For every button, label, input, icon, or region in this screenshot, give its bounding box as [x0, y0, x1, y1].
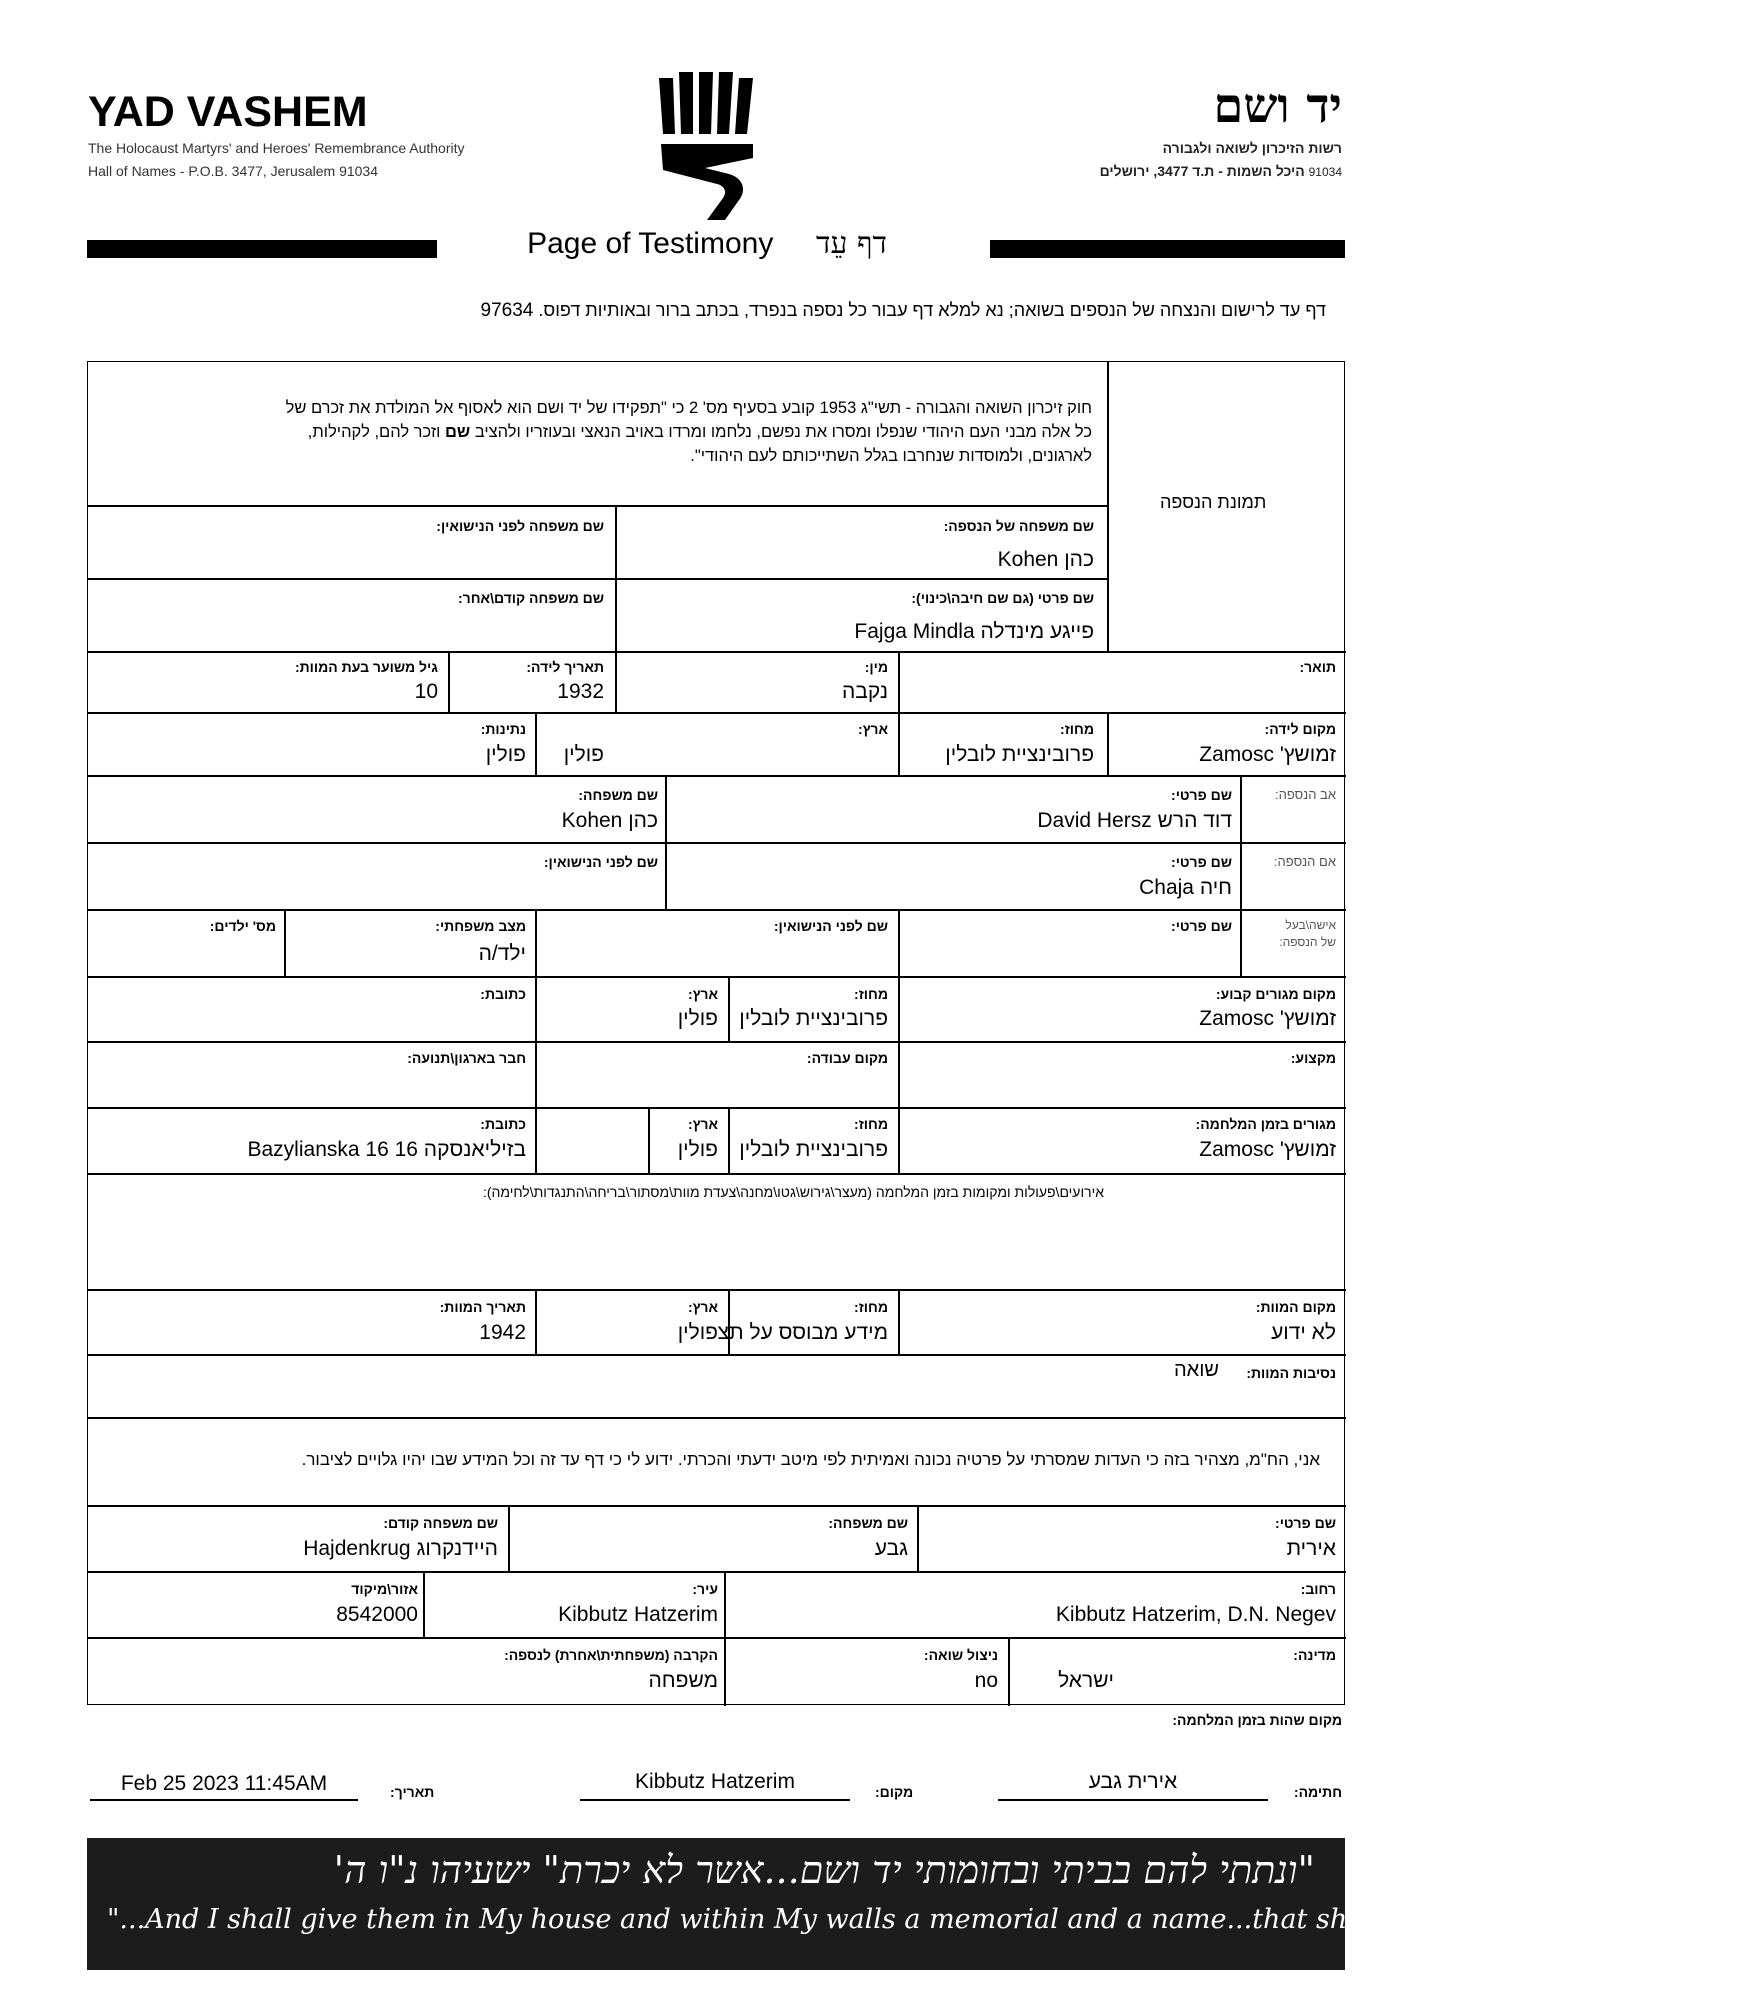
header-subtitle-en-1: The Holocaust Martyrs' and Heroes' Remembrance Authority	[88, 140, 465, 156]
prev-surname-label: שם משפחה קודם\אחר:	[458, 590, 604, 606]
workplace-label: מקום עבודה:	[806, 1050, 888, 1066]
res-country-value: פולין	[677, 1007, 718, 1030]
banner-english: "...And I shall give them in My house and within My walls a memorial and a name...that shall not be cut off" Isaiah. 56:5	[107, 1904, 1753, 1935]
submitter-street-value: Kibbutz Hatzerim, D.N. Negev	[1055, 1603, 1336, 1626]
yad-vashem-title-en: YAD VASHEM	[88, 88, 368, 136]
war-residence-value: זמושץ' Zamosc	[1199, 1138, 1336, 1161]
place-value: Kibbutz Hatzerim	[635, 1770, 795, 1793]
submitter-prev-surname-value: היידנקרוג Hajdenkrug	[303, 1537, 498, 1560]
spouse-label-1: אישה\בעל	[1285, 918, 1336, 932]
submitter-city-value: Kibbutz Hatzerim	[558, 1603, 718, 1626]
age-value: 10	[414, 680, 438, 703]
submitter-country-value: ישראל	[1058, 1669, 1114, 1692]
war-district-value: פרובינציית לובלין	[739, 1138, 888, 1161]
surname-value: כהן Kohen	[997, 548, 1094, 571]
survivor-label: ניצול שואה:	[923, 1647, 998, 1663]
header-zip: 91034	[1308, 165, 1342, 179]
gender-label: מין:	[864, 659, 888, 675]
war-country-label: ארץ:	[688, 1116, 718, 1132]
spouse-maiden-label: שם לפני הנישואין:	[773, 918, 888, 934]
age-label: גיל משוער בעת המוות:	[294, 659, 438, 675]
birth-country-value: פולין	[563, 743, 604, 766]
mother-first-value: חיה Chaja	[1139, 876, 1232, 899]
intro-text: דף עד לרישום והנצחה של הנספים בשואה; נא למלא דף עבור כל נספה בנפרד, בכתב ברור ובאותיות דפוס.	[538, 300, 1326, 320]
father-label: אב הנספה:	[1274, 787, 1336, 802]
children-label: מס' ילדים:	[209, 918, 276, 934]
death-place-label: מקום המוות:	[1255, 1299, 1336, 1315]
submitter-surname-value: גבע	[874, 1537, 908, 1560]
place-label: מקום:	[875, 1784, 914, 1800]
photo-divider	[1107, 362, 1109, 652]
submitter-zip-value: 8542000	[336, 1603, 418, 1626]
submitter-first-label: שם פרטי:	[1275, 1515, 1336, 1531]
page-title-en: Page of Testimony	[527, 227, 774, 260]
death-circumstances-label: נסיבות המוות:	[1246, 1365, 1336, 1381]
survivor-value: no	[974, 1669, 998, 1692]
date-value: Feb 25 2023 11:45AM	[120, 1772, 328, 1795]
mother-label: אם הנספה:	[1273, 854, 1336, 869]
res-district-label: מחוז:	[854, 986, 888, 1002]
first-name-value: פייגע מינדלה Fajga Mindla	[854, 620, 1094, 643]
submitter-zip-label: אזור\מיקוד	[351, 1581, 418, 1597]
residence-value: זמושץ' Zamosc	[1199, 1007, 1336, 1030]
death-date-label: תאריך המוות:	[439, 1299, 526, 1315]
law-line-2a: כל אלה מבני העם היהודי שנפלו ומסרו את נפשם, נלחמו ומרדו באויב הנאצי ובעוזריו ולהציב	[474, 423, 1092, 441]
death-place-value: לא ידוע	[1271, 1321, 1336, 1344]
law-text	[100, 396, 1092, 468]
yad-vashem-logo	[655, 72, 759, 222]
spouse-label-2: של הנספה:	[1279, 935, 1336, 949]
submitter-prev-surname-label: שם משפחה קודם:	[383, 1515, 498, 1531]
law-line-2	[100, 420, 1092, 444]
isaiah-banner	[87, 1838, 1753, 1970]
profession-label: מקצוע:	[1290, 1050, 1336, 1066]
birthplace-label: מקום לידה:	[1264, 721, 1336, 737]
citizenship-label: נתינות:	[480, 721, 526, 737]
marital-status-value: ילד/ה	[478, 942, 526, 965]
res-district-value: פרובינציית לובלין	[739, 1007, 888, 1030]
res-country-label: ארץ:	[688, 986, 718, 1002]
page-title-he: דף עֵד	[816, 226, 887, 261]
residence-label: מקום מגורים קבוע:	[1215, 986, 1336, 1002]
surname-label: שם משפחה של הנספה:	[943, 518, 1094, 534]
declaration-text: אני, הח"מ, מצהיר בזה כי העדות שמסרתי על פרטיה נכונה ואמיתית לפי מיטב ידעתי והכרתי. ידוע לי כי דף עד זה וכל המידע שבו יהיו גלויים לציבור.	[301, 1450, 1320, 1469]
marital-status-label: מצב משפחתי:	[435, 918, 526, 934]
relation-label: הקרבה (משפחתית\אחרת) לנספה:	[504, 1647, 718, 1663]
death-country-value: פולין	[677, 1321, 718, 1344]
war-residence-label: מגורים בזמן המלחמה:	[1195, 1116, 1336, 1132]
mother-maiden-label: שם לפני הנישואין:	[543, 854, 658, 870]
date-line	[90, 1799, 358, 1801]
birthplace-value: זמושץ' Zamosc	[1199, 743, 1336, 766]
war-stay-label: מקום שהות בזמן המלחמה:	[1172, 1712, 1342, 1728]
war-address-value: בזיליאנסקה 16 Bazylianska 16	[247, 1138, 526, 1161]
relation-value: משפחה	[648, 1669, 718, 1692]
header-address-he: היכל השמות - ת.ד 3477, ירושלים	[1099, 163, 1305, 179]
law-line-1: חוק זיכרון השואה והגבורה - תשי"ג 1953 קובע בסעיף מס' 2 כי "תפקידו של יד ושם הוא לאסוף אל המולדת את זכרם של	[285, 399, 1092, 417]
death-date-value: 1942	[479, 1321, 526, 1344]
yad-vashem-title-he: יד ושם	[1213, 78, 1342, 134]
citizenship-value: פולין	[485, 743, 526, 766]
father-surname-label: שם משפחה:	[578, 787, 658, 803]
war-events-label: אירועים\פעולות ומקומות בזמן המלחמה (מעצר\גירוש\גטו\מחנה\צעדת מוות\מסתור\בריחה\התנגדות\לחימה):	[482, 1184, 1104, 1200]
birth-district-value: פרובינציית לובלין	[945, 743, 1094, 766]
page-number: 97634	[480, 300, 534, 321]
submitter-first-value: אירית	[1286, 1537, 1336, 1560]
gender-value: נקבה	[841, 680, 888, 703]
header-subtitle-en-2: Hall of Names - P.O.B. 3477, Jerusalem 91034	[88, 163, 379, 179]
header-subtitle-he-2	[1100, 163, 1342, 179]
maiden-name-label: שם משפחה לפני הנישואין:	[436, 518, 604, 534]
war-country-value: פולין	[677, 1138, 718, 1161]
death-district-value: מידע מבוסס על תצ	[717, 1321, 888, 1344]
place-line	[580, 1799, 850, 1801]
war-district-label: מחוז:	[854, 1116, 888, 1132]
spouse-first-label: שם פרטי:	[1171, 918, 1232, 934]
war-address-label: כתובת:	[480, 1116, 526, 1132]
submitter-street-label: רחוב:	[1300, 1581, 1336, 1597]
signature-value: אירית גבע	[1088, 1770, 1178, 1793]
death-country-label: ארץ:	[688, 1299, 718, 1315]
header-subtitle-he-1: רשות הזיכרון לשואה ולגבורה	[1162, 140, 1342, 156]
mother-first-label: שם פרטי:	[1171, 854, 1232, 870]
organization-label: חבר בארגון\תנועה:	[407, 1050, 526, 1066]
submitter-surname-label: שם משפחה:	[828, 1515, 908, 1531]
law-line-2c: וזכר להם, לקהילות,	[307, 423, 441, 441]
law-line-2-shem: שם	[445, 423, 471, 441]
signature-label: חתימה:	[1293, 1784, 1342, 1800]
submitter-city-label: עיר:	[692, 1581, 718, 1597]
photo-label: תמונת הנספה	[1160, 492, 1267, 512]
date-label: תאריך:	[390, 1784, 435, 1800]
dob-label: תאריך לידה:	[526, 659, 604, 675]
first-name-label: שם פרטי (גם שם חיבה\כינוי):	[911, 590, 1094, 606]
title-label: תואר:	[1299, 659, 1336, 675]
birth-country-label: ארץ:	[858, 721, 888, 737]
signature-line	[998, 1799, 1268, 1801]
father-first-label: שם פרטי:	[1171, 787, 1232, 803]
law-line-3: לארגונים, ולמוסדות שנחרבו בגלל השתייכותם לעם היהודי".	[690, 447, 1092, 465]
birth-district-label: מחוז:	[1060, 721, 1094, 737]
intro-line	[150, 300, 1326, 322]
submitter-country-label: מדינה:	[1293, 1647, 1336, 1663]
death-district-label: מחוז:	[854, 1299, 888, 1315]
testimony-form	[87, 361, 1345, 1705]
death-circumstances-value: שואה	[1173, 1359, 1219, 1381]
father-first-value: דוד הרש David Hersz	[1037, 809, 1232, 832]
banner-hebrew: "ונתתי להם בביתי ובחומותי יד ושם...אשר לא יכרת" ישעיהו נ"ו ה'	[333, 1848, 1315, 1892]
res-address-label: כתובת:	[480, 986, 526, 1002]
page-title	[0, 226, 1414, 261]
father-surname-value: כהן Kohen	[561, 809, 658, 832]
dob-value: 1932	[557, 680, 604, 703]
